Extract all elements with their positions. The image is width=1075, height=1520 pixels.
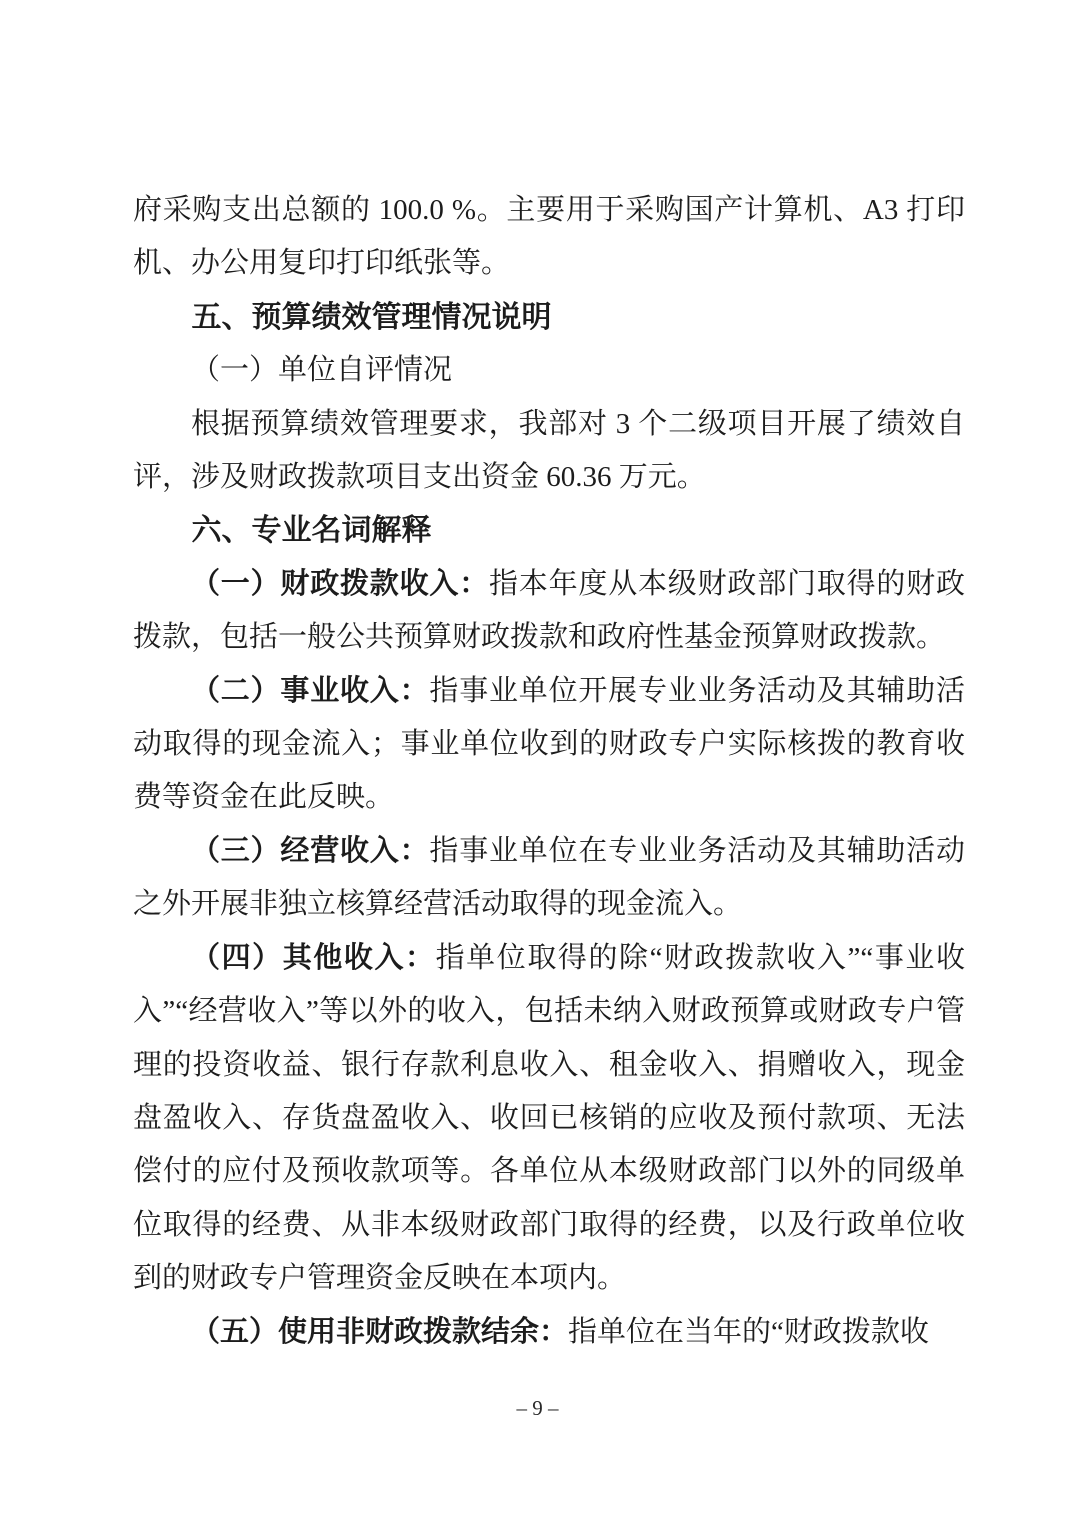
definition-item-other-income xyxy=(133,932,965,1306)
definition-item-business-income xyxy=(133,825,965,932)
definition-item-fiscal-appropriation-income xyxy=(133,558,965,665)
definition-lead: （五）使用非财政拨款结余： xyxy=(191,1315,569,1348)
definition-text: 指单位在当年的“财政拨款收 xyxy=(568,1315,929,1348)
paragraph-self-evaluation-detail: 根据预算绩效管理要求，我部对 3 个二级项目开展了绩效自评，涉及财政拨款项目支出资金 60.36 万元。 xyxy=(133,407,965,494)
subsection-heading-self-evaluation: （一）单位自评情况 xyxy=(191,354,453,387)
definition-text: 指事业单位在专业业务活动及其辅助活动之外开展非独立核算经营活动取得的现金流入。 xyxy=(133,834,965,921)
definition-lead: （二）事业收入： xyxy=(191,674,430,707)
definition-text: 指本年度从本级财政部门取得的财政拨款，包括一般公共预算财政拨款和政府性基金预算财政拨款。 xyxy=(133,567,965,654)
paragraph-procurement-continuation: 府采购支出总额的 100.0 %。主要用于采购国产计算机、A3 打印机、办公用复印打印纸张等。 xyxy=(133,194,965,280)
section-heading-glossary: 六、专业名词解释 xyxy=(191,514,432,548)
definition-text: 指事业单位开展专业业务活动及其辅助活动取得的现金流入；事业单位收到的财政专户实际核拨的教育收费等资金在此反映。 xyxy=(133,674,965,814)
definition-text: 指单位取得的除“财政拨款收入”“事业收入”“经营收入”等以外的收入，包括未纳入财政预算或财政专户管理的投资收益、银行存款利息收入、租金收入、捐赠收入，现金盘盈收入、存货盘盈收入、收回已核销的应收及预付款项、无法偿付的应付及预收款项等。各单位从本级财政部门以外的同级单位取得的经费、从非本级财政部门取得的经费，以及行政单位收到的财政专户管理资金反映在本项内。 xyxy=(133,941,965,1295)
page-number: – 9 – xyxy=(516,1396,559,1420)
definition-lead: （四）其他收入： xyxy=(191,941,436,974)
page-content xyxy=(133,184,965,1359)
section-heading-performance-management: 五、预算绩效管理情况说明 xyxy=(191,300,552,334)
definition-lead: （三）经营收入： xyxy=(191,834,430,867)
definition-item-non-fiscal-balance xyxy=(133,1306,965,1359)
definition-item-operating-income xyxy=(133,665,965,825)
definition-lead: （一）财政拨款收入： xyxy=(191,567,489,600)
